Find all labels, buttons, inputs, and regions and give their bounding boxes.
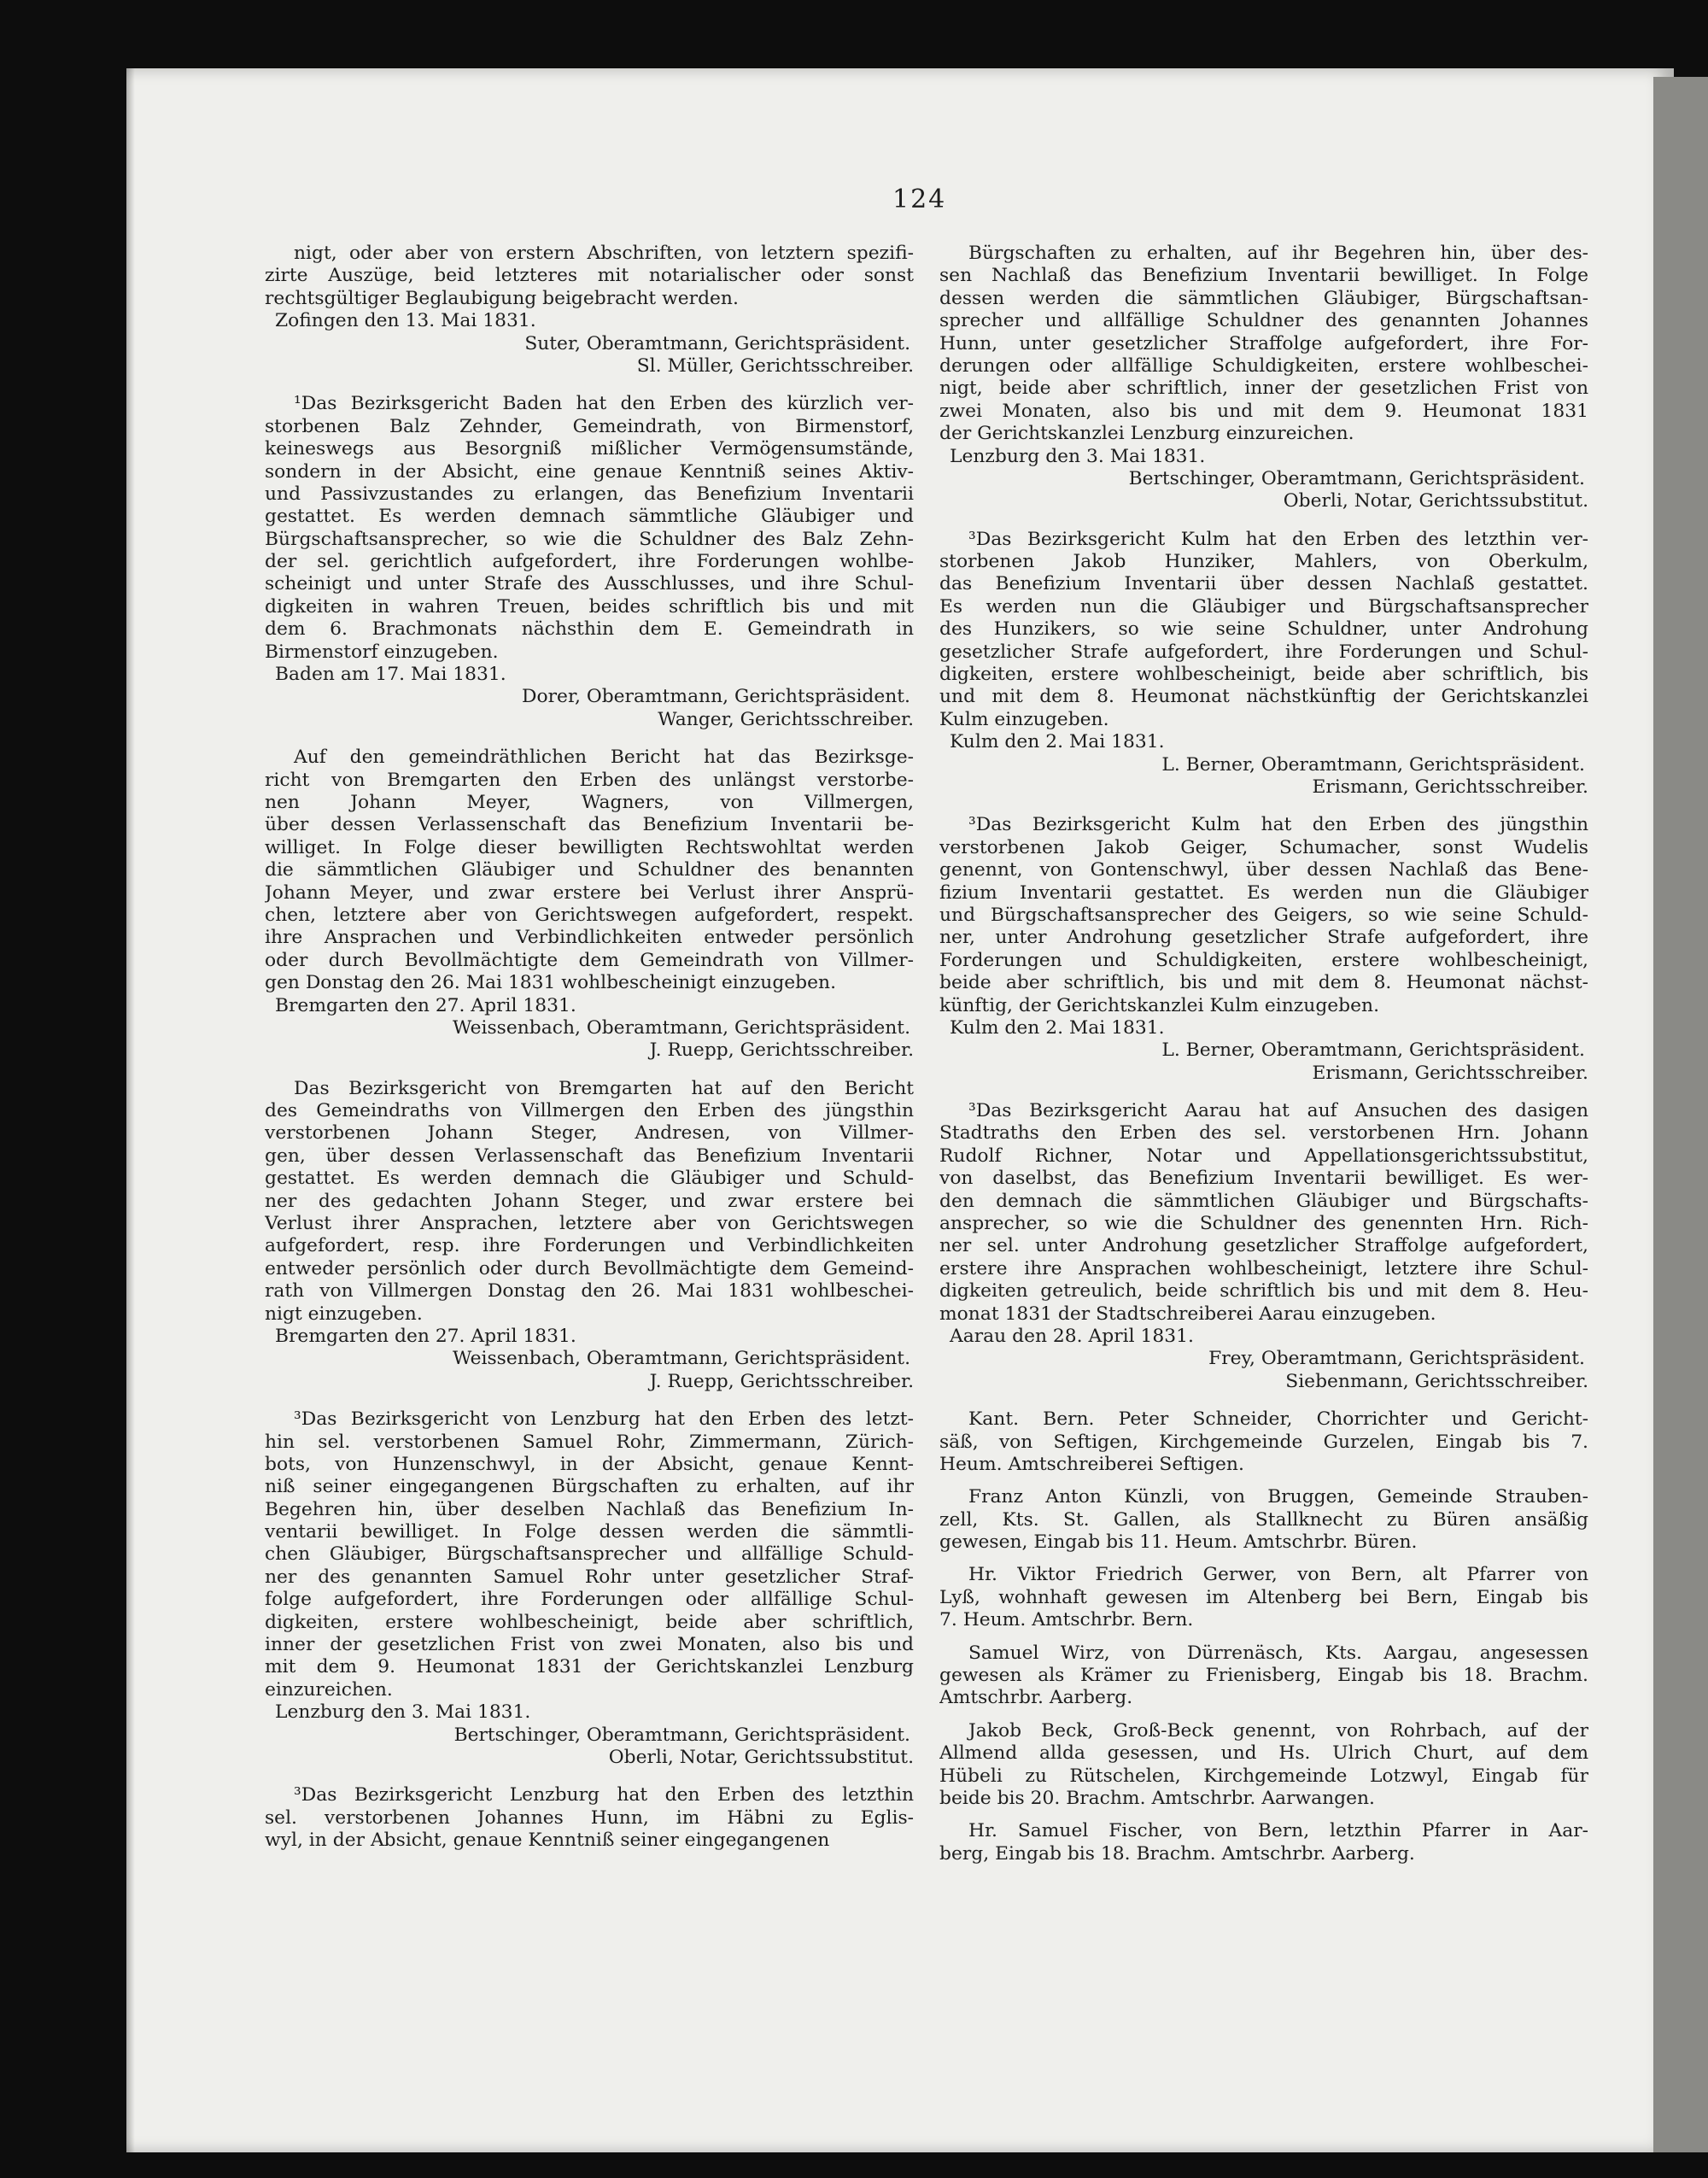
text-line: rath von Villmergen Donstag den 26. Mai 1831 wohlbeschei- bbox=[265, 1280, 914, 1303]
text-line: Kulm einzugeben. bbox=[939, 708, 1109, 730]
page-edge-shadow bbox=[126, 68, 135, 2152]
notice-entry bbox=[939, 1642, 1588, 1710]
text-line: das Benefizium Inventarii über dessen Nachlaß gestattet. bbox=[939, 573, 1588, 595]
text-line: ner, unter Androhung gesetzlicher Strafe aufgefordert, ihre bbox=[939, 927, 1588, 949]
text-line: Samuel Wirz, von Dürrenäsch, Kts. Aargau, angesessen bbox=[968, 1642, 1588, 1664]
signature-line: Weissenbach, Oberamtmann, Gerichtspräsident. bbox=[452, 1016, 910, 1039]
text-line: ³Das Bezirksgericht Aarau hat auf Ansuchen des dasigen bbox=[968, 1100, 1588, 1122]
text-line: des Gemeindraths von Villmergen den Erben des jüngsthin bbox=[265, 1100, 914, 1122]
text-line: sel. verstorbenen Johannes Hunn, im Häbni zu Eglis- bbox=[265, 1806, 914, 1829]
text-line: Heum. Amtschreiberei Seftigen. bbox=[939, 1453, 1244, 1475]
text-line: ansprecher, so wie die Schuldner des genennten Hrn. Rich- bbox=[939, 1213, 1588, 1235]
text-line: sprecher und allfällige Schuldner des genannten Johannes bbox=[939, 310, 1588, 332]
text-line: ¹Das Bezirksgericht Baden hat den Erben des kürzlich ver- bbox=[294, 393, 914, 415]
text-line: Es werden nun die Gläubiger und Bürgschaftsansprecher bbox=[939, 595, 1588, 618]
text-line: entweder persönlich oder durch Bevollmächtigte dem Gemeind- bbox=[265, 1257, 914, 1279]
text-line: storbenen Balz Zehnder, Gemeindrath, von Birmenstorf, bbox=[265, 415, 914, 437]
signature-line: J. Ruepp, Gerichtsschreiber. bbox=[649, 1039, 914, 1062]
text-line: nigt einzugeben. bbox=[265, 1303, 423, 1325]
text-line: hin sel. verstorbenen Samuel Rohr, Zimmermann, Zürich- bbox=[265, 1431, 914, 1453]
text-line: aufgefordert, resp. ihre Forderungen und Verbindlichkeiten bbox=[265, 1235, 914, 1257]
notice-entry bbox=[939, 814, 1588, 1085]
text-line: der sel. gerichtlich aufgefordert, ihre Forderungen wohlbe- bbox=[265, 551, 914, 573]
notice-date: Lenzburg den 3. Mai 1831. bbox=[275, 1701, 531, 1724]
text-line: gestattet. Es werden demnach die Gläubiger und Schuld- bbox=[265, 1168, 914, 1190]
text-line: verstorbenen Jakob Geiger, Schumacher, sonst Wudelis bbox=[939, 836, 1588, 858]
signature-line: Bertschinger, Oberamtmann, Gerichtspräsident. bbox=[1128, 467, 1585, 489]
text-line: über dessen Verlassenschaft das Benefizium Inventarii be- bbox=[265, 814, 914, 836]
text-line: Begehren hin, über deselben Nachlaß das Benefizium In- bbox=[265, 1498, 914, 1520]
text-line: Hr. Viktor Friedrich Gerwer, von Bern, alt Pfarrer von bbox=[968, 1564, 1588, 1586]
text-line: sen Nachlaß das Benefizium Inventarii bewilliget. In Folge bbox=[939, 265, 1588, 287]
signature-line: Suter, Oberamtmann, Gerichtspräsident. bbox=[524, 332, 910, 354]
text-line: Rudolf Richner, Notar und Appellationsgerichtssubstitut, bbox=[939, 1145, 1588, 1167]
text-line: und mit dem 8. Heumonat nächstkünftig der Gerichtskanzlei bbox=[939, 686, 1588, 708]
notice-entry bbox=[265, 1408, 914, 1769]
text-line: scheinigt und unter Strafe des Ausschlusses, und ihre Schul- bbox=[265, 573, 914, 595]
text-line: wyl, in der Absicht, genaue Kenntniß seiner eingegangenen bbox=[265, 1830, 830, 1852]
notice-date: Zofingen den 13. Mai 1831. bbox=[275, 310, 536, 332]
text-line: oder durch Bevollmächtigte dem Gemeindrath von Villmer- bbox=[265, 949, 914, 971]
notice-entry bbox=[939, 1564, 1588, 1631]
notice-entry bbox=[265, 746, 914, 1062]
text-line: keineswegs aus Besorgniß mißlicher Vermögensumstände, bbox=[265, 438, 914, 460]
text-line: beide aber schriftlich, bis und mit dem 8. Heumonat nächst- bbox=[939, 972, 1588, 994]
text-line: beide bis 20. Brachm. Amtschrbr. Aarwangen. bbox=[939, 1788, 1375, 1809]
signature-line: Oberli, Notar, Gerichtssubstitut. bbox=[1283, 490, 1588, 512]
text-line: inner der gesetzlichen Frist von zwei Monaten, also bis und bbox=[265, 1634, 914, 1656]
text-line: rechtsgültiger Beglaubigung beigebracht werden. bbox=[265, 287, 739, 309]
page-number: 124 bbox=[892, 184, 947, 214]
signature-line: L. Berner, Oberamtmann, Gerichtspräsident. bbox=[1161, 753, 1585, 776]
text-line: nigt, oder aber von erstern Abschriften, von letztern spezifi- bbox=[294, 243, 914, 264]
text-line: Auf den gemeindräthlichen Bericht hat das Bezirksge- bbox=[294, 746, 914, 769]
notice-date: Lenzburg den 3. Mai 1831. bbox=[950, 445, 1206, 467]
text-line: Forderungen und Schuldigkeiten, erstere wohlbescheinigt, bbox=[939, 949, 1588, 971]
text-line: Bürgschaftsansprecher, so wie die Schuldner des Balz Zehn- bbox=[265, 528, 914, 550]
text-line: nigt, beide aber schriftlich, inner der gesetzlichen Frist von bbox=[939, 378, 1588, 400]
text-line: williget. In Folge dieser bewilligten Rechtswohltat werden bbox=[265, 836, 914, 858]
text-line: Kant. Bern. Peter Schneider, Chorrichter und Gericht- bbox=[968, 1408, 1588, 1431]
text-line: digkeiten getreulich, beide schriftlich bis und mit dem 8. Heu- bbox=[939, 1280, 1588, 1303]
text-line: den demnach die sämmtlichen Gläubiger und Bürgschafts- bbox=[939, 1190, 1588, 1212]
notice-entry bbox=[265, 243, 914, 378]
text-line: monat 1831 der Stadtschreiberei Aarau einzugeben. bbox=[939, 1303, 1436, 1325]
text-line: Birmenstorf einzugeben. bbox=[265, 641, 499, 663]
text-line: ihre Ansprachen und Verbindlichkeiten entweder persönlich bbox=[265, 927, 914, 949]
text-line: zwei Monaten, also bis und mit dem 9. Heumonat 1831 bbox=[939, 400, 1588, 422]
right-column bbox=[939, 243, 1588, 1876]
notice-entry bbox=[265, 1078, 914, 1393]
text-line: Amtschrbr. Aarberg. bbox=[939, 1687, 1133, 1709]
signature-line: Frey, Oberamtmann, Gerichtspräsident. bbox=[1208, 1348, 1585, 1370]
signature-line: Sl. Müller, Gerichtsschreiber. bbox=[636, 354, 914, 377]
text-line: Stadtraths den Erben des sel. verstorbenen Hrn. Johann bbox=[939, 1122, 1588, 1145]
notice-entry bbox=[939, 1720, 1588, 1811]
notice-entry bbox=[265, 393, 914, 731]
text-line: niß seiner eingegangenen Bürgschaften zu erhalten, auf ihr bbox=[265, 1476, 914, 1498]
signature-line: Oberli, Notar, Gerichtssubstitut. bbox=[608, 1747, 914, 1768]
text-line: dessen werden die sämmtlichen Gläubiger, Bürgschaftsan- bbox=[939, 287, 1588, 309]
notice-date: Aarau den 28. April 1831. bbox=[950, 1325, 1194, 1347]
text-line: ventarii bewilliget. In Folge dessen werden die sämmtli- bbox=[265, 1521, 914, 1543]
text-line: richt von Bremgarten den Erben des unlängst verstorbe- bbox=[265, 769, 914, 791]
notice-entry bbox=[265, 1784, 914, 1852]
text-line: storbenen Jakob Hunziker, Mahlers, von Oberkulm, bbox=[939, 551, 1588, 573]
text-line: des Hunzikers, so wie seine Schuldner, unter Androhung bbox=[939, 618, 1588, 641]
text-line: chen, letztere aber von Gerichtswegen aufgefordert, respekt. bbox=[265, 904, 914, 926]
signature-line: Wanger, Gerichtsschreiber. bbox=[658, 708, 914, 730]
left-column bbox=[265, 243, 914, 1868]
signature-line: Erismann, Gerichtsschreiber. bbox=[1312, 1062, 1588, 1084]
signature-line: L. Berner, Oberamtmann, Gerichtspräsident. bbox=[1161, 1039, 1585, 1062]
text-line: berg, Eingab bis 18. Brachm. Amtschrbr. Aarberg. bbox=[939, 1842, 1415, 1865]
text-line: ner sel. unter Androhung gesetzlicher Straffolge aufgefordert, bbox=[939, 1235, 1588, 1257]
text-line: ner des genannten Samuel Rohr unter gesetzlicher Straf- bbox=[265, 1566, 914, 1588]
signature-line: Dorer, Oberamtmann, Gerichtspräsident. bbox=[522, 686, 910, 708]
text-line: Franz Anton Künzli, von Bruggen, Gemeinde Strauben- bbox=[968, 1486, 1588, 1508]
text-line: digkeiten, erstere wohlbescheinigt, beide aber schriftlich, bis bbox=[939, 664, 1588, 686]
signature-line: Weissenbach, Oberamtmann, Gerichtspräsident. bbox=[452, 1348, 910, 1370]
notice-date: Kulm den 2. Mai 1831. bbox=[950, 1016, 1165, 1039]
text-line: Hübeli zu Rütschelen, Kirchgemeinde Lotzwyl, Eingab für bbox=[939, 1765, 1588, 1787]
text-line: Das Bezirksgericht von Bremgarten hat auf den Bericht bbox=[294, 1077, 914, 1099]
signature-line: Bertschinger, Oberamtmann, Gerichtspräsident. bbox=[453, 1724, 910, 1746]
text-line: gewesen als Krämer zu Frienisberg, Eingab bis 18. Brachm. bbox=[939, 1665, 1588, 1687]
text-line: Allmend allda gesessen, und Hs. Ulrich Churt, auf dem bbox=[939, 1742, 1588, 1765]
text-line: sondern in der Absicht, eine genaue Kenntniß seines Aktiv- bbox=[265, 460, 914, 483]
notice-date: Bremgarten den 27. April 1831. bbox=[275, 1325, 576, 1347]
text-line: von daselbst, das Benefizium Inventarii bewilliget. Es wer- bbox=[939, 1168, 1588, 1190]
notice-entry bbox=[939, 243, 1588, 513]
text-line: und Bürgschaftsansprecher des Geigers, so wie seine Schuld- bbox=[939, 904, 1588, 926]
text-line: ³Das Bezirksgericht von Lenzburg hat den Erben des letzt- bbox=[294, 1408, 914, 1431]
text-line: gewesen, Eingab bis 11. Heum. Amtschrbr. Büren. bbox=[939, 1531, 1418, 1554]
text-line: ner des gedachten Johann Steger, und zwar erstere bei bbox=[265, 1190, 914, 1212]
text-line: gen Donstag den 26. Mai 1831 wohlbescheinigt einzugeben. bbox=[265, 972, 836, 994]
text-line: nen Johann Meyer, Wagners, von Villmergen, bbox=[265, 791, 914, 813]
signature-line: J. Ruepp, Gerichtsschreiber. bbox=[649, 1370, 914, 1392]
text-line: zirte Auszüge, beid letzteres mit notarialischer oder sonst bbox=[265, 265, 914, 287]
text-line: digkeiten, erstere wohlbescheinigt, beide aber schriftlich, bbox=[265, 1611, 914, 1633]
text-line: genennt, von Gontenschwyl, über dessen Nachlaß das Bene- bbox=[939, 859, 1588, 881]
text-line: und Passivzustandes zu erlangen, das Benefizium Inventarii bbox=[265, 483, 914, 505]
text-line: säß, von Seftigen, Kirchgemeinde Gurzelen, Eingab bis 7. bbox=[939, 1431, 1588, 1453]
signature-line: Erismann, Gerichtsschreiber. bbox=[1312, 776, 1588, 798]
text-line: Hunn, unter gesetzlicher Straffolge aufgefordert, ihre For- bbox=[939, 332, 1588, 354]
text-line: Jakob Beck, Groß-Beck genennt, von Rohrbach, auf der bbox=[968, 1719, 1588, 1742]
text-line: chen Gläubiger, Bürgschaftsansprecher und allfällige Schuld- bbox=[265, 1543, 914, 1566]
text-line: ³Das Bezirksgericht Kulm hat den Erben des jüngsthin bbox=[968, 814, 1588, 836]
text-line: ³Das Bezirksgericht Kulm hat den Erben des letzthin ver- bbox=[968, 528, 1588, 550]
notice-date: Bremgarten den 27. April 1831. bbox=[275, 994, 576, 1016]
text-line: zell, Kts. St. Gallen, als Stallknecht zu Büren ansäßig bbox=[939, 1508, 1588, 1531]
text-line: dem 6. Brachmonats nächsthin dem E. Gemeindrath in bbox=[265, 618, 914, 641]
text-line: Hr. Samuel Fischer, von Bern, letzthin Pfarrer in Aar- bbox=[968, 1820, 1588, 1842]
notice-entry bbox=[939, 1486, 1588, 1554]
text-line: gesetzlicher Strafe aufgefordert, ihre Forderungen und Schul- bbox=[939, 641, 1588, 663]
text-line: der Gerichtskanzlei Lenzburg einzureichen. bbox=[939, 423, 1354, 445]
text-line: 7. Heum. Amtschrbr. Bern. bbox=[939, 1609, 1194, 1631]
text-line: fizium Inventarii gestattet. Es werden nun die Gläubiger bbox=[939, 881, 1588, 904]
page-gutter bbox=[1653, 77, 1708, 2152]
text-line: derungen oder allfällige Schuldigkeiten, erstere wohlbeschei- bbox=[939, 354, 1588, 377]
text-line: mit dem 9. Heumonat 1831 der Gerichtskanzlei Lenzburg bbox=[265, 1656, 914, 1678]
text-line: Lyß, wohnhaft gewesen im Altenberg bei Bern, Eingab bis bbox=[939, 1586, 1588, 1608]
text-line: gen, über dessen Verlassenschaft das Benefizium Inventarii bbox=[265, 1145, 914, 1167]
text-line: gestattet. Es werden demnach sämmtliche Gläubiger und bbox=[265, 506, 914, 528]
text-line: folge aufgefordert, ihre Forderungen oder allfällige Schul- bbox=[265, 1589, 914, 1611]
text-line: ³Das Bezirksgericht Lenzburg hat den Erben des letzthin bbox=[294, 1784, 914, 1806]
text-line: die sämmtlichen Gläubiger und Schuldner des benannten bbox=[265, 859, 914, 881]
signature-line: Siebenmann, Gerichtsschreiber. bbox=[1285, 1370, 1588, 1392]
notice-date: Kulm den 2. Mai 1831. bbox=[950, 731, 1165, 753]
text-line: bots, von Hunzenschwyl, in der Absicht, genaue Kennt- bbox=[265, 1453, 914, 1475]
text-line: künftig, der Gerichtskanzlei Kulm einzugeben. bbox=[939, 994, 1379, 1016]
notice-date: Baden am 17. Mai 1831. bbox=[275, 664, 506, 686]
text-line: einzureichen. bbox=[265, 1678, 393, 1701]
text-line: Verlust ihrer Ansprachen, letztere aber von Gerichtswegen bbox=[265, 1213, 914, 1235]
text-line: Bürgschaften zu erhalten, auf ihr Begehren hin, über des- bbox=[968, 243, 1588, 264]
notice-entry bbox=[939, 1820, 1588, 1865]
text-line: erstere ihre Ansprachen wohlbescheinigt, letztere ihre Schul- bbox=[939, 1257, 1588, 1279]
text-line: digkeiten in wahren Treuen, beides schriftlich bis und mit bbox=[265, 595, 914, 618]
text-line: verstorbenen Johann Steger, Andresen, von Villmer- bbox=[265, 1122, 914, 1145]
text-line: Johann Meyer, und zwar erstere bei Verlust ihrer Ansprü- bbox=[265, 881, 914, 904]
notice-entry bbox=[939, 529, 1588, 799]
notice-entry bbox=[939, 1408, 1588, 1476]
notice-entry bbox=[939, 1100, 1588, 1393]
